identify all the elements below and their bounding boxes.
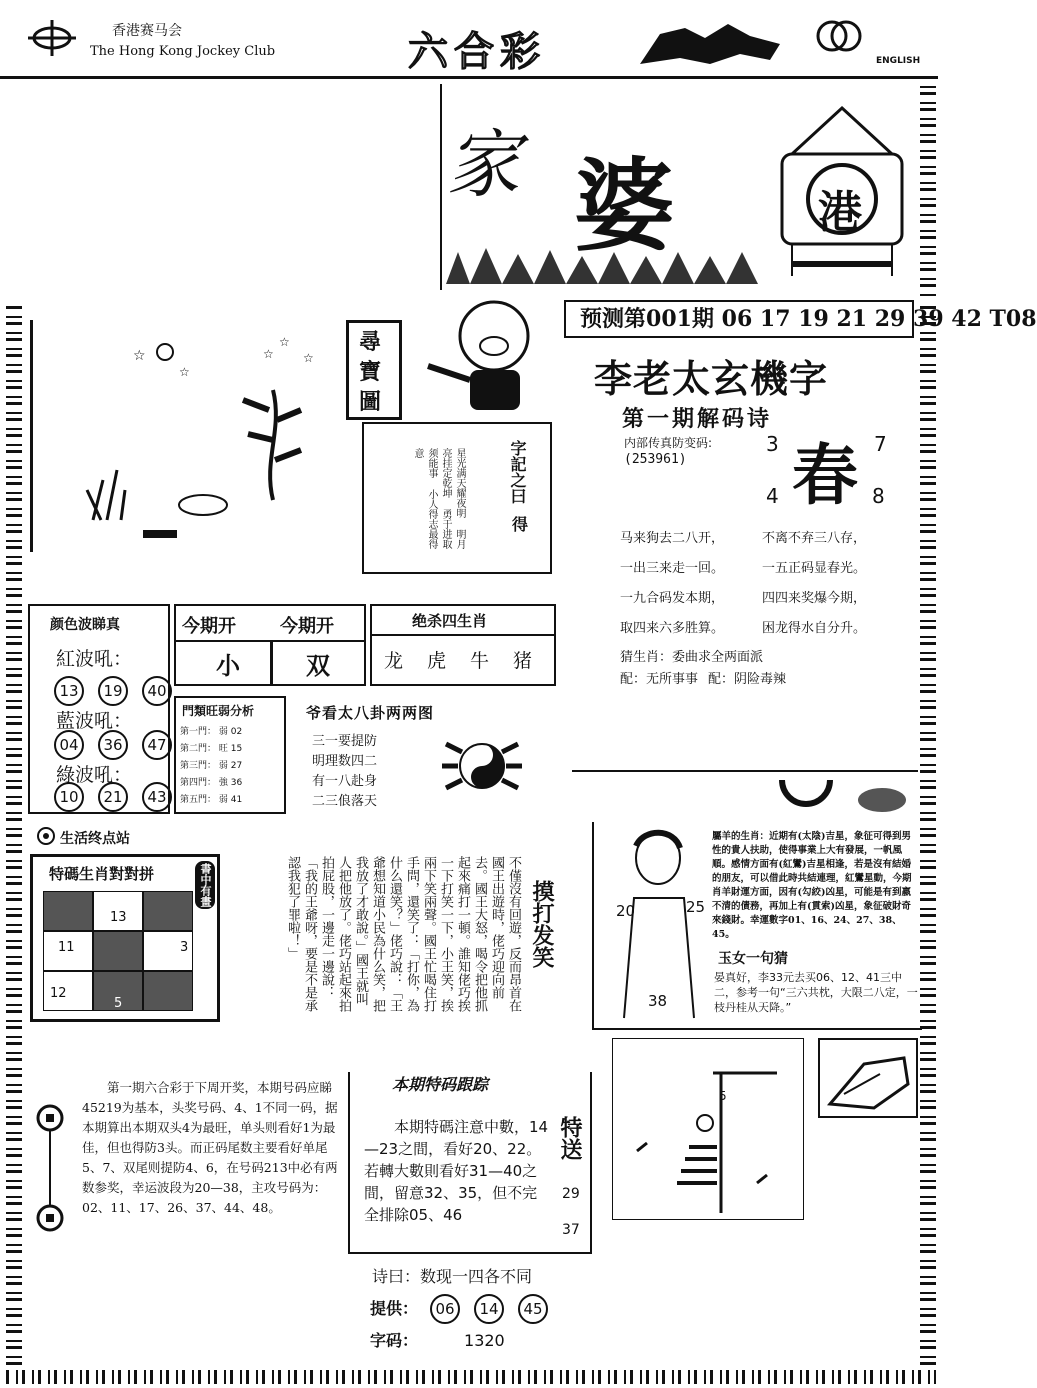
night-scene (30, 320, 349, 552)
first-issue-text: 第一期六合彩于下周开奖，本期号码应睇45219为基本，头奖号码、4、1不同一码，据本期算出本期双头4为最旺，单头则看好1为最佳，但也得防3头。而正码尾数主要看好单尾5、7、双尾则提防4、6，在号码213中必有两数参奖，幸运波段为20—38，主攻号码为：02、11、17、26、37、44、48。 (82, 1080, 338, 1215)
door-row-state: 強 (218, 778, 228, 788)
number-ball: 40 (142, 676, 172, 706)
li-corner-num-2: 7 (874, 432, 887, 456)
bagua-box (292, 700, 552, 812)
zodiac-cell-num: 13 (110, 910, 127, 925)
joke-title: 摸打发笑 (529, 880, 554, 968)
hand-box (818, 1038, 918, 1118)
number-ball: 10 (54, 782, 84, 812)
li-pair-label: 配： (620, 672, 647, 687)
footer-code (370, 1328, 505, 1351)
zodiac-cell (143, 931, 193, 971)
open-head-2: 今期开 (280, 616, 334, 637)
number-ball: 21 (98, 782, 128, 812)
blue-wave-nums (54, 730, 186, 760)
number-ball: 14 (474, 1294, 504, 1324)
treasure-title-box (346, 320, 402, 420)
li-poem-line: 不离不弃三八存， (762, 531, 867, 546)
open-head-1: 今期开 (182, 616, 236, 637)
right-banner-strip (572, 770, 918, 822)
zodiac-grid-title: 特碼生肖對對拼 (49, 865, 155, 883)
lantern-text: 港 (818, 187, 862, 238)
li-corner-num-3: 4 (766, 484, 779, 508)
bagua-title: 爷看太八卦两两图 (306, 704, 435, 722)
li-subtitle: 第一期解码诗 (622, 407, 773, 432)
prediction-numbers: 06 17 19 21 29 39 42 T08 (721, 306, 1037, 332)
li-guess-text: 委曲求全两面派 (672, 650, 764, 665)
li-poem-line: 取四来六多胜算。 (620, 621, 725, 636)
footer-code-value: 1320 (464, 1331, 505, 1350)
track-text: 本期特碼注意中數，14—23之間，看好20、22。若轉大數則看好31—40之間，留意32、35，但不完全排除05、46 (364, 1118, 549, 1224)
door-box (174, 696, 286, 814)
li-guess (620, 646, 763, 665)
zodiac-cell (43, 891, 93, 931)
number-ball: 36 (98, 730, 128, 760)
li-pair-right: 阴险毒辣 (734, 672, 787, 687)
kill-items (384, 646, 532, 673)
track-box (348, 1072, 592, 1254)
number-ball: 04 (54, 730, 84, 760)
sheep-side-num-1: 20 (616, 902, 636, 920)
number-ball: 13 (54, 676, 84, 706)
door-row-state: 弱 (218, 795, 228, 805)
door-row-label: 第一門： (180, 727, 217, 737)
door-row-num: 41 (230, 795, 243, 805)
treasure-char-3: 圖 (359, 390, 382, 415)
li-poem (620, 524, 912, 644)
woman-portrait-icon (614, 828, 704, 1018)
zodiac-cell-num: 5 (114, 996, 123, 1011)
number-ball: 47 (142, 730, 172, 760)
zodiac-cell-num: 12 (50, 986, 67, 1001)
open-val-2: 双 (306, 652, 330, 680)
door-row-label: 第五門： (180, 795, 217, 805)
red-wave-nums (54, 676, 186, 706)
li-title: 李老太玄機字 (594, 357, 829, 401)
zodiac-cell (93, 971, 143, 1011)
footer-poem-text: 数现一四各不同 (420, 1267, 533, 1286)
prediction-bar (564, 300, 1037, 338)
bagua-line: 有一八赴身 (312, 774, 378, 789)
li-poem-line: 马来狗去二八开， (620, 531, 725, 546)
color-wave-box (28, 604, 170, 814)
kill-item: 虎 (427, 650, 447, 672)
door-row (180, 724, 282, 741)
kill-item: 牛 (470, 650, 490, 672)
treasure-char-2: 寶 (359, 360, 382, 385)
first-issue-box (30, 1068, 350, 1286)
divider (270, 640, 273, 684)
svg-text:☆: ☆ (133, 348, 146, 364)
door-row (180, 758, 282, 775)
color-wave-title: 颜色波睇真 (50, 617, 120, 633)
door-row-state: 弱 (218, 727, 228, 737)
li-note: 内部传真防变码: (624, 436, 713, 450)
english-link[interactable]: ENGLISH (876, 56, 921, 66)
track-side-label: 特送 (557, 1116, 582, 1160)
joke-text: 不僅沒有回遊，反而昂首在國王出遊時，佬巧迎向前去。國王大怒，喝令把他抓起來痛打一頓。誰知佬巧挨一下打笑一下，小王笑，挨兩下笑兩聲。國王忙喝住打手問，還笑了：「打你，為什么還笑？」佬巧說：「王爺想知道小民為什么笑，把我放了才敢說。」國王就叫人把他放了。佬巧站起來拍拍屁股，一邊走一邊說：「我的王爺呀，要是不是承認我犯了罪啦！」 (285, 856, 521, 1012)
zodiac-cell (93, 891, 143, 931)
li-pair-label-2: 配： (708, 672, 735, 687)
green-wave-label: 綠波吼： (56, 764, 133, 786)
cow-icon (782, 774, 912, 818)
poem-side-label: 字記之曰 (508, 440, 527, 504)
door-row-state: 旺 (218, 744, 228, 754)
sheep-box (592, 822, 922, 1030)
poem-box (362, 422, 552, 574)
bagua-line: 明理数四二 (312, 754, 378, 769)
yin-yang-icon (432, 724, 532, 808)
open-val-1: 小 (216, 652, 240, 680)
footer-box (352, 1256, 588, 1372)
zodiac-cell (93, 931, 143, 971)
door-row-label: 第四門： (180, 778, 217, 788)
li-corner-num-4: 8 (872, 484, 885, 508)
kill-box (370, 604, 556, 686)
page-title: 六合彩 (408, 29, 546, 75)
mountains-icon (446, 234, 766, 284)
zodiac-cell (43, 971, 93, 1011)
svg-text:☆: ☆ (263, 347, 274, 361)
number-ball: 06 (430, 1294, 460, 1324)
zodiac-cell-num: 11 (58, 940, 75, 955)
footer-supply (370, 1294, 562, 1324)
poem-text: 星光满天耀夜明 明月亮挂定乾坤 勇于进取须能事 小人得志最得意 (412, 448, 465, 549)
door-row (180, 792, 282, 809)
zodiac-grid-box (30, 854, 220, 1022)
li-code: (253961) (624, 452, 687, 467)
li-poem-line: 四四来奖爆今期， (762, 591, 867, 606)
li-poem-line: 一九合码发本期， (620, 591, 725, 606)
flower-icon (36, 826, 56, 846)
sheep-side-num-2: 25 (686, 898, 706, 916)
li-pair-left: 无所事事 (646, 672, 699, 687)
divider (372, 634, 554, 636)
open-box (174, 604, 366, 686)
kill-item: 猪 (513, 650, 533, 672)
svg-text:☆: ☆ (303, 351, 314, 365)
prediction-unit: 期 (691, 306, 714, 332)
kill-item: 龙 (384, 650, 404, 672)
sheep-side-num-3: 38 (648, 992, 668, 1010)
stairs-hanger-icon (617, 1043, 801, 1215)
bottom-border-decoration (6, 1370, 936, 1384)
kill-title: 绝杀四生肖 (412, 612, 488, 630)
poem-side-char: 得 (512, 515, 529, 534)
bagua-lines (312, 732, 377, 812)
green-wave-nums (54, 782, 186, 812)
zodiac-cell (143, 971, 193, 1011)
hanger-box (612, 1038, 804, 1220)
sheep-text: 屬羊的生肖：近期有(太陰)吉星，象征可得到男性的貴人扶助，使得事業上大有發展，一帆風順。感情方面有(紅鸞)吉星相逢，若是沒有結婚的朋友，可以借此時共結連理，紅鸞星動，今期肖羊財運方面，因有(勾絞)凶星，可能是有到嬴不清的債務，再加上有(貫索)凶星，象征破財奇來錢財。幸運數字01、16、24、27、38、45。 (712, 831, 912, 940)
door-title: 門類旺弱分析 (182, 704, 255, 718)
banner (440, 84, 918, 290)
bagua-line: 二三俍落天 (312, 794, 378, 809)
li-poem-line: 一出三来走一回。 (620, 561, 725, 576)
track-title: 本期特码跟踪 (392, 1075, 489, 1094)
bagua-line: 三一要提防 (312, 734, 378, 749)
zodiac-cell (43, 931, 93, 971)
right-top-border-decoration (920, 76, 936, 296)
zodiac-cell (143, 891, 193, 931)
banner-glyph-mid: 婆 (574, 148, 674, 265)
track-side-num-2: 37 (562, 1222, 580, 1238)
li-corner-num-1: 3 (766, 432, 779, 456)
header (0, 0, 938, 79)
pig-mascot-icon (424, 296, 556, 420)
li-pair (620, 668, 786, 687)
horse-icon (630, 14, 790, 72)
logo-english: The Hong Kong Jockey Club (90, 44, 276, 59)
footer-poem (372, 1264, 532, 1287)
night-illustration-icon (73, 330, 343, 550)
door-row (180, 775, 282, 792)
svg-text:☆: ☆ (279, 335, 290, 349)
life-stop-title: 生活终点站 (60, 831, 130, 847)
zodiac-grid-badge: 書中有畫 (195, 861, 215, 909)
door-rows (180, 724, 282, 809)
sheep-guess-text: 晏真好，李33元去买06、12、41三中二，参考一句“三六共枕，大限二八定，一枝丹桂从天降。” (714, 971, 918, 1014)
prediction-label: 预测第 (580, 306, 647, 332)
li-guess-label: 猜生肖： (620, 650, 673, 665)
hand-writing-icon (824, 1044, 914, 1114)
prediction-issue: 001 (646, 306, 692, 332)
door-row-state: 弱 (218, 761, 228, 771)
door-row-label: 第三門： (180, 761, 217, 771)
li-big-char: 春 (792, 437, 858, 514)
blue-wave-label: 藍波吼： (56, 710, 133, 732)
coin-ornament-icon (30, 1068, 90, 1286)
door-row-label: 第二門： (180, 744, 217, 754)
door-row-num: 15 (230, 744, 243, 754)
door-row-num: 36 (230, 778, 243, 788)
left-border-decoration (6, 306, 22, 1372)
svg-text:☆: ☆ (179, 365, 190, 379)
li-poem-line: 困龙得水自分升。 (762, 621, 867, 636)
logo-chinese: 香港赛马会 (112, 23, 182, 39)
door-row (180, 741, 282, 758)
hanger-num: 5 (719, 1089, 727, 1103)
footer-poem-label: 诗曰： (372, 1267, 421, 1286)
number-ball: 45 (518, 1294, 548, 1324)
number-ball: 43 (142, 782, 172, 812)
track-side-num-1: 29 (562, 1186, 580, 1202)
footer-code-label: 字码： (370, 1331, 419, 1350)
door-row-num: 02 (230, 727, 243, 737)
banner-glyph-left: 家 (446, 122, 520, 208)
door-row-num: 27 (230, 761, 243, 771)
right-border-decoration (920, 306, 936, 1372)
red-wave-label: 紅波吼： (56, 648, 133, 670)
brand-c-icon (814, 16, 864, 56)
li-poem-line: 一五正码显春光。 (762, 561, 867, 576)
treasure-char-1: 尋 (359, 330, 382, 355)
sheep-guess-title: 玉女一句猜 (718, 951, 788, 967)
number-ball: 19 (98, 676, 128, 706)
hkjc-logo-icon (26, 18, 78, 58)
footer-supply-label: 提供： (370, 1299, 419, 1318)
zodiac-cell-num: 3 (180, 940, 189, 955)
